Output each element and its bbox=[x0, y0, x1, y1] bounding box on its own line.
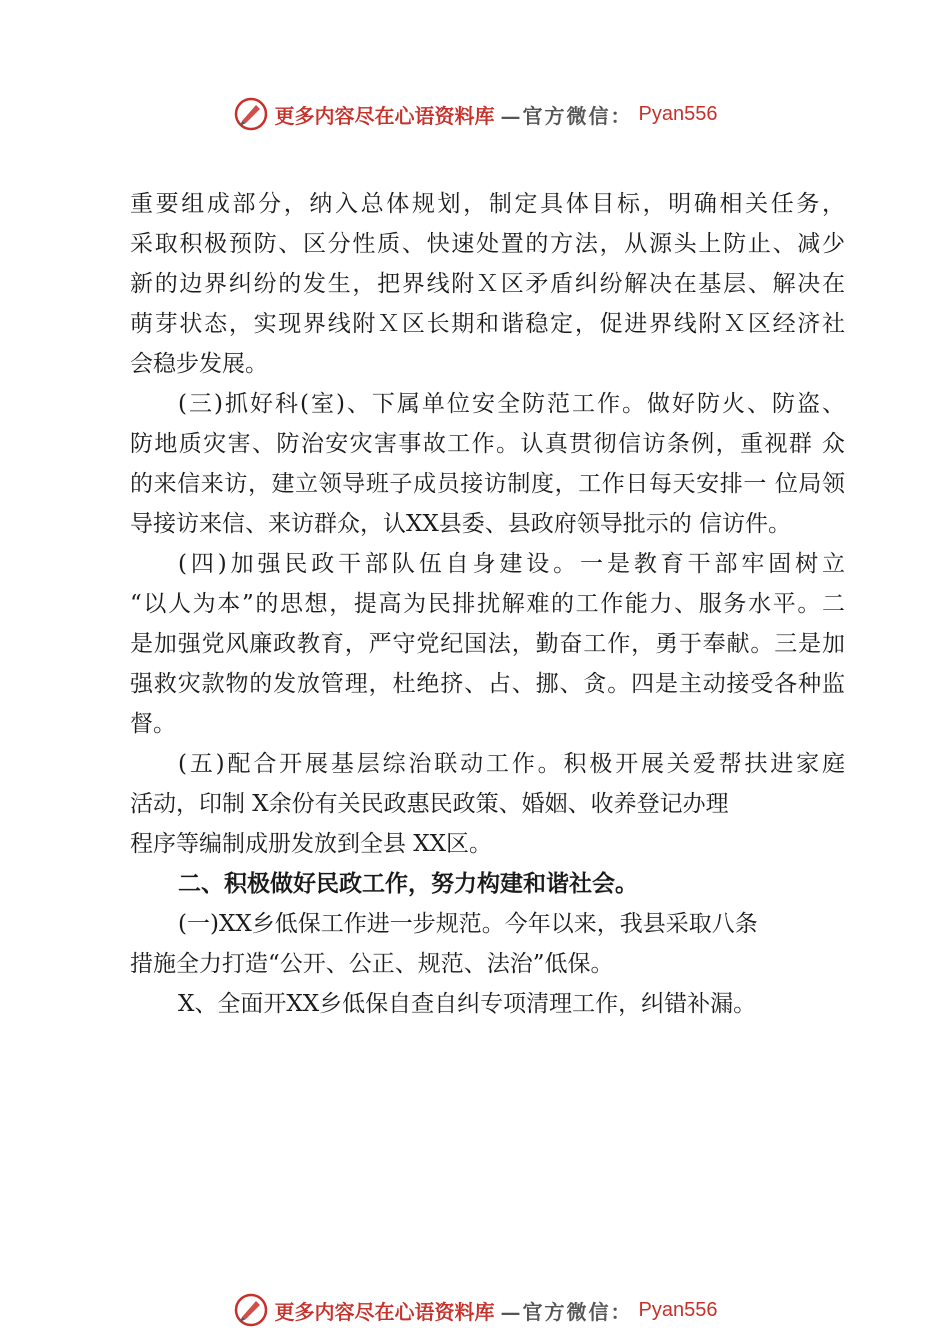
text-line: 是加强党风廉政教育，严守党纪国法，勤奋工作，勇于奉献。三是加 bbox=[130, 631, 845, 657]
section-heading: 二、积极做好民政工作，努力构建和谐社会。 bbox=[178, 871, 638, 897]
watermark-gray-text: —官方微信： bbox=[500, 103, 633, 128]
pen-logo-icon bbox=[233, 96, 269, 132]
text-line: 采取积极预防、区分性质、快速处置的方法，从源头上防止、减少 bbox=[130, 231, 845, 257]
text-line: (三)抓好科(室)、下属单位安全防范工作。做好防火、防盗、 bbox=[178, 391, 845, 417]
watermark-banner-bottom bbox=[0, 1290, 950, 1330]
text-line: 萌芽状态，实现界线附Ｘ区长期和谐稳定，促进界线附Ｘ区经济社 bbox=[130, 311, 845, 337]
text-line: 导接访来信、来访群众，认XX县委、县政府领导批示的 信访件。 bbox=[130, 511, 792, 537]
watermark-gray-text: —官方微信： bbox=[500, 1299, 633, 1324]
text-line: 新的边界纠纷的发生，把界线附Ｘ区矛盾纠纷解决在基层、解决在 bbox=[130, 271, 845, 297]
watermark-banner-top bbox=[0, 94, 950, 134]
watermark-id-text: Pyan556 bbox=[638, 102, 718, 125]
watermark-id-text: Pyan556 bbox=[638, 1298, 718, 1321]
text-line: 的来信来访，建立领导班子成员接访制度，工作日每天安排一 位局领 bbox=[130, 471, 845, 497]
text-line: (四)加强民政干部队伍自身建设。一是教育干部牢固树立 bbox=[178, 551, 845, 577]
document-body bbox=[130, 184, 845, 1024]
pen-logo-icon bbox=[233, 1292, 269, 1328]
watermark-red-text: 更多内容尽在心语资料库 bbox=[274, 1299, 495, 1324]
text-line: (五)配合开展基层综治联动工作。积极开展关爱帮扶进家庭 bbox=[178, 751, 845, 777]
text-line: 活动，印制 X余份有关民政惠民政策、婚姻、收养登记办理 bbox=[130, 791, 729, 817]
text-line: (一)XX乡低保工作进一步规范。今年以来，我县采取八条 bbox=[178, 911, 758, 937]
text-line: 措施全力打造“公开、公正、规范、法治”低保。 bbox=[130, 951, 614, 977]
text-line: 程序等编制成册发放到全县 XX区。 bbox=[130, 831, 493, 857]
text-line: X、全面开XX乡低保自查自纠专项清理工作，纠错补漏。 bbox=[178, 991, 757, 1017]
text-line: 防地质灾害、防治安灾害事故工作。认真贯彻信访条例，重视群 众 bbox=[130, 431, 845, 457]
text-line: 督。 bbox=[130, 711, 176, 737]
watermark-red-text: 更多内容尽在心语资料库 bbox=[274, 103, 495, 128]
text-line: 会稳步发展。 bbox=[130, 351, 268, 377]
text-line: “以人为本”的思想，提高为民排扰解难的工作能力、服务水平。二 bbox=[130, 591, 845, 617]
text-line: 强救灾款物的发放管理，杜绝挤、占、挪、贪。四是主动接受各种监 bbox=[130, 671, 845, 697]
text-line: 重要组成部分，纳入总体规划，制定具体目标，明确相关任务， bbox=[130, 191, 845, 217]
